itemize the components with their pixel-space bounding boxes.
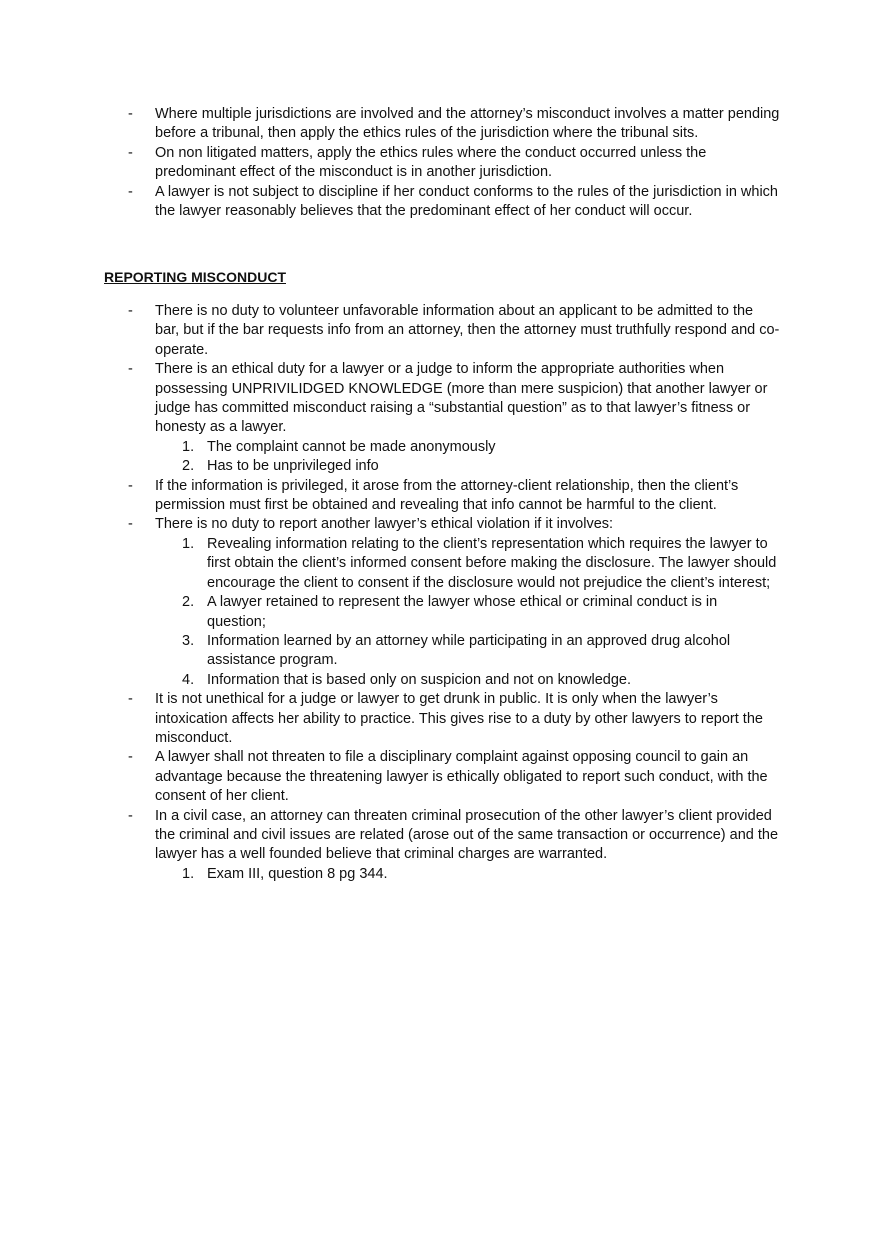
list-item-text: In a civil case, an attorney can threaten criminal prosecution of the other lawyer’s client provided the criminal and civil issues are related (arose out of the same transaction or occurrence) and the lawyer has a well founded believe that criminal charges are warranted. [155,807,779,863]
numbered-item [0,593,880,632]
list-item-text: There is no duty to volunteer unfavorable information about an applicant to be admitted to the bar, but if the bar requests info from an attorney, then the attorney must truthfully respond and co-operate. [155,303,780,358]
numbered-item [0,632,880,671]
numbered-item [0,535,880,593]
bullet-dash: - [128,516,133,533]
list-item [0,515,880,534]
numbered-item [0,865,880,884]
item-number: 1. [182,535,195,552]
item-number: 1. [182,438,195,455]
numbered-item-text: Information learned by an attorney while participating in an approved drug alcohol assistance program. [207,632,731,669]
list-item [0,360,880,438]
numbered-item-text: Revealing information relating to the client’s representation which requires the lawyer to first obtain the client’s informed consent before making the disclosure. The lawyer should encourage the client to consent if the disclosure would not prejudice the client’s interest; [207,535,777,591]
numbered-item-text: Has to be unprivileged info [207,458,379,475]
list-item-text: A lawyer is not subject to discipline if her conduct conforms to the rules of the jurisdiction in which the lawyer reasonably believes that the predominant effect of her conduct will occur. [155,183,778,220]
item-number: 1. [182,865,195,882]
bullet-dash: - [128,477,133,494]
list-item [0,105,880,144]
item-number: 4. [182,671,195,688]
numbered-item-text: A lawyer retained to represent the lawyer whose ethical or criminal conduct is in question; [207,594,718,630]
list-item [0,144,880,183]
numbered-item-text: Exam III, question 8 pg 344. [207,865,388,882]
reporting-misconduct-list [0,302,880,884]
bullet-dash: - [128,361,133,378]
jurisdiction-rules-list [0,105,880,221]
numbered-item-text: Information that is based only on suspicion and not on knowledge. [207,671,631,688]
list-item-text: On non litigated matters, apply the ethics rules where the conduct occurred unless the predominant effect of the misconduct is in another jurisdiction. [155,144,707,181]
item-number: 2. [182,594,195,611]
section-heading: REPORTING MISCONDUCT [104,269,286,285]
list-item [0,183,880,222]
list-item-text: There is no duty to report another lawyer’s ethical violation if it involves: [155,516,614,533]
numbered-item [0,671,880,690]
list-item [0,477,880,516]
list-item-text: If the information is privileged, it arose from the attorney-client relationship, then the client’s permission must first be obtained and revealing that info cannot be harmful to the client. [155,477,739,514]
list-item-text: There is an ethical duty for a lawyer or a judge to inform the appropriate authorities when possessing UNPRIVILIDGED KNOWLEDGE (more than mere suspicion) that another lawyer or judge has committed misconduct raising a “substantial question” as to that lawyer’s fitness or honesty as a lawyer. [155,361,768,436]
bullet-dash: - [128,807,133,824]
bullet-dash: - [128,106,133,122]
list-item [0,690,880,748]
item-number: 2. [182,458,195,475]
numbered-item [0,438,880,457]
bullet-dash: - [128,144,133,161]
bullet-dash: - [128,303,133,319]
numbered-item-text: The complaint cannot be made anonymously [207,438,496,455]
bullet-dash: - [128,691,133,708]
bullet-dash: - [128,749,133,766]
numbered-item [0,457,880,476]
list-item [0,748,880,806]
bullet-dash: - [128,183,133,200]
list-item-text: A lawyer shall not threaten to file a disciplinary complaint against opposing council to gain an advantage because the threatening lawyer is ethically obligated to report such conduct, with the consent of her client. [155,749,768,805]
item-number: 3. [182,632,195,649]
list-item [0,302,880,360]
list-item-text: It is not unethical for a judge or lawyer to get drunk in public. It is only when the lawyer’s intoxication affects her ability to practice. This gives rise to a duty by other lawyers to report the misconduct. [155,691,763,746]
list-item-text: Where multiple jurisdictions are involved and the attorney’s misconduct involves a matter pending before a tribunal, then apply the ethics rules of the jurisdiction where the tribunal sits. [155,106,780,142]
list-item [0,807,880,865]
